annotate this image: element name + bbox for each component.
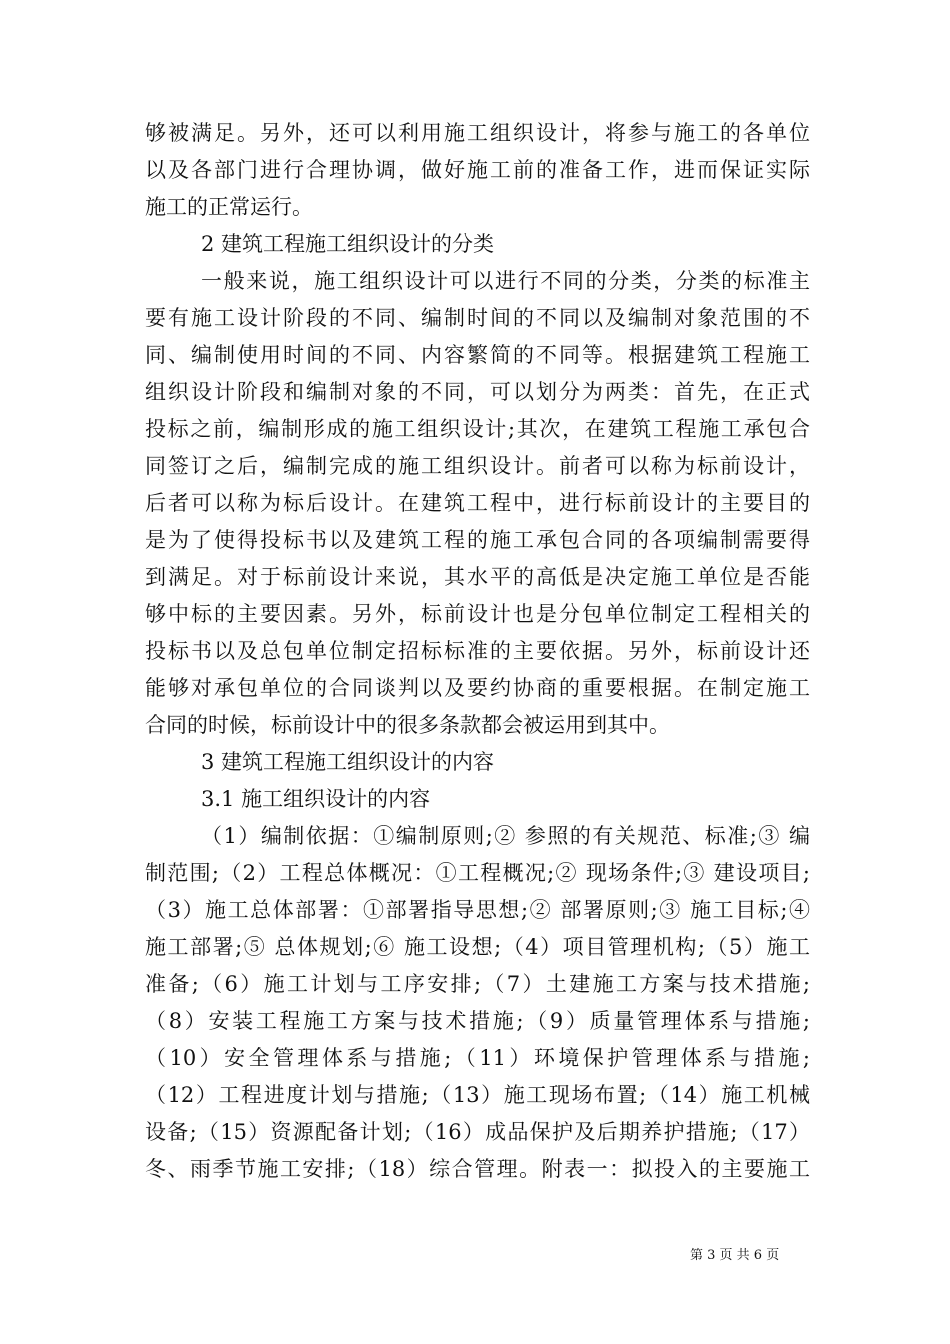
- text-line: 投标书以及总包单位制定招标标准的主要依据。另外，标前设计还: [145, 639, 810, 663]
- text-line: 要有施工设计阶段的不同、编制时间的不同以及编制对象范围的不: [145, 306, 810, 330]
- text-line: （8）安装工程施工方案与技术措施;（9）质量管理体系与措施;: [145, 1009, 810, 1033]
- text-line: 是为了使得投标书以及建筑工程的施工承包合同的各项编制需要得: [145, 528, 810, 552]
- text-line: （12）工程进度计划与措施;（13）施工现场布置;（14）施工机械: [145, 1083, 810, 1107]
- text-line: 3.1 施工组织设计的内容: [201, 787, 431, 811]
- text-line: 设备;（15）资源配备计划;（16）成品保护及后期养护措施;（17）: [145, 1120, 810, 1144]
- text-line: 够中标的主要因素。另外，标前设计也是分包单位制定工程相关的: [145, 602, 810, 626]
- text-line: 准备;（6）施工计划与工序安排;（7）土建施工方案与技术措施;: [145, 972, 810, 996]
- text-line: 后者可以称为标后设计。在建筑工程中，进行标前设计的主要目的: [145, 491, 810, 515]
- text-line: 同签订之后，编制完成的施工组织设计。前者可以称为标前设计，: [145, 454, 810, 478]
- text-line: 同、编制使用时间的不同、内容繁简的不同等。根据建筑工程施工: [145, 343, 810, 367]
- text-line: （1）编制依据：①编制原则;② 参照的有关规范、标准;③ 编: [201, 824, 810, 848]
- page-number: 第 3 页 共 6 页: [690, 1248, 780, 1263]
- text-line: 一般来说，施工组织设计可以进行不同的分类，分类的标准主: [201, 269, 810, 293]
- text-line: 2 建筑工程施工组织设计的分类: [201, 232, 495, 256]
- body-text: [145, 115, 810, 1188]
- text-line: 组织设计阶段和编制对象的不同，可以划分为两类：首先，在正式: [145, 380, 810, 404]
- text-line: 投标之前，编制形成的施工组织设计;其次，在建筑工程施工承包合: [145, 417, 810, 441]
- text-line: 能够对承包单位的合同谈判以及要约协商的重要根据。在制定施工: [145, 676, 810, 700]
- text-line: 够被满足。另外，还可以利用施工组织设计，将参与施工的各单位: [145, 121, 810, 145]
- text-line: （3）施工总体部署：①部署指导思想;② 部署原则;③ 施工目标;④: [145, 898, 810, 922]
- text-line: 合同的时候，标前设计中的很多条款都会被运用到其中。: [145, 713, 670, 737]
- text-line: 施工的正常运行。: [145, 195, 313, 219]
- text-line: （10）安全管理体系与措施;（11）环境保护管理体系与措施;: [145, 1046, 810, 1070]
- text-line: 3 建筑工程施工组织设计的内容: [201, 750, 495, 774]
- text-line: 冬、雨季节施工安排;（18）综合管理。附表一：拟投入的主要施工: [145, 1157, 810, 1181]
- text-line: 施工部署;⑤ 总体规划;⑥ 施工设想;（4）项目管理机构;（5）施工: [145, 935, 810, 959]
- text-line: 以及各部门进行合理协调，做好施工前的准备工作，进而保证实际: [145, 158, 810, 182]
- text-line: 制范围;（2）工程总体概况：①工程概况;② 现场条件;③ 建设项目;: [145, 861, 810, 885]
- text-line: 到满足。对于标前设计来说，其水平的高低是决定施工单位是否能: [145, 565, 810, 589]
